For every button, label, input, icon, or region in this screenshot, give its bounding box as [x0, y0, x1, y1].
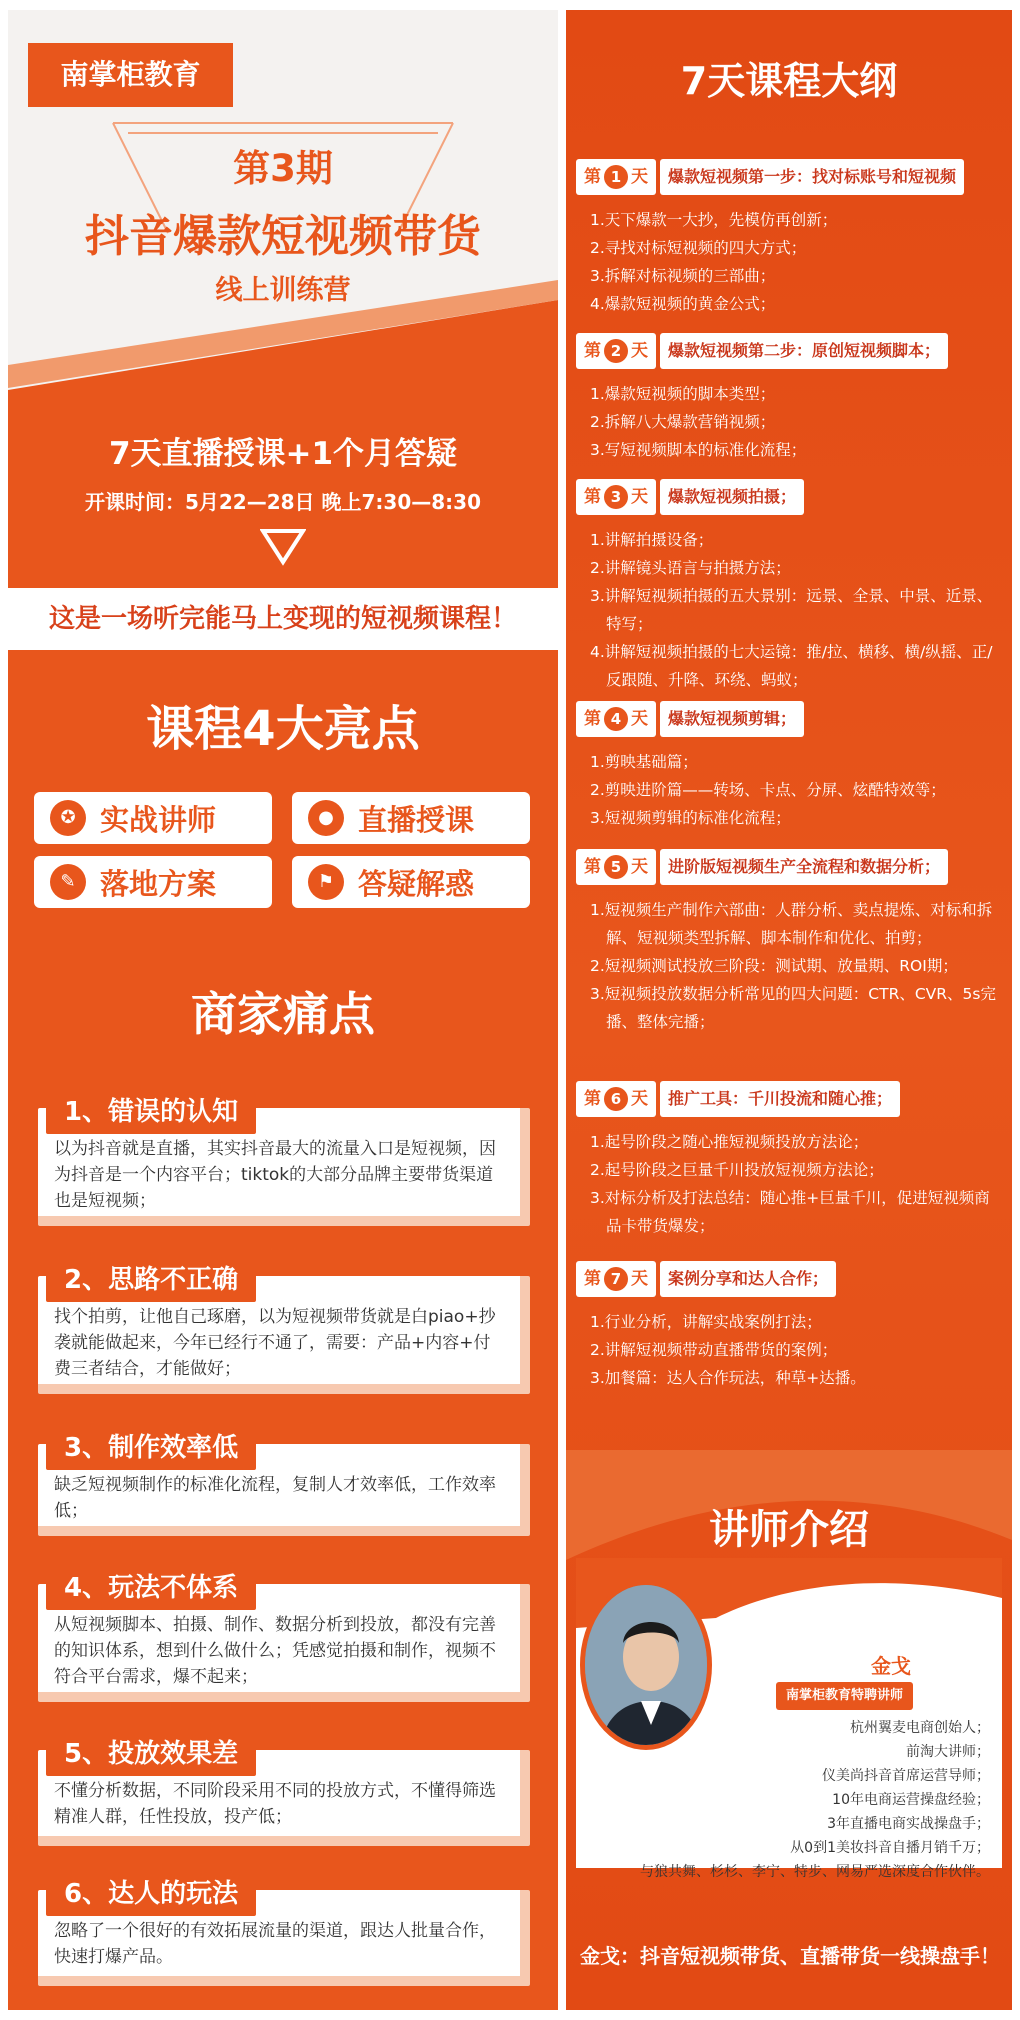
outline-item: 1.起号阶段之随心推短视频投放方法论； [590, 1133, 869, 1151]
day-number: 6 [604, 1087, 628, 1111]
pain-label: 5、投放效果差 [46, 1732, 256, 1776]
outline-item: 1.天下爆款一大抄，先模仿再创新； [590, 211, 838, 229]
day-badge [576, 1081, 656, 1117]
day-number: 2 [604, 339, 628, 363]
day-prefix: 第 [584, 1269, 601, 1289]
day-items [590, 526, 1000, 694]
outline-item: 2.讲解镜头语言与拍摄方法； [590, 559, 791, 577]
day-topic: 进阶版短视频生产全流程和数据分析； [660, 849, 948, 885]
flag-icon: ⚑ [308, 864, 344, 900]
outline-item: 2.讲解短视频带动直播带货的案例； [590, 1341, 838, 1359]
day-suffix: 天 [631, 341, 648, 361]
day-items [590, 896, 1000, 1036]
outline-item: 1.讲解拍摄设备； [590, 531, 714, 549]
bio-line: 杭州翼麦电商创始人； [850, 1720, 990, 1736]
day-topic: 爆款短视频第一步：找对标账号和短视频 [660, 159, 964, 195]
pain-label: 4、玩法不体系 [46, 1566, 256, 1610]
highlight-live [292, 792, 530, 844]
highlight-label: 落地方案 [100, 866, 217, 901]
highlight-label: 实战讲师 [100, 802, 217, 837]
bio-line: 3年直播电商实战操盘手； [827, 1816, 990, 1832]
outline-item: 2.寻找对标短视频的四大方式； [590, 239, 807, 257]
outline-item: 3.短视频投放数据分析常见的四大问题：CTR、CVR、5s完播、整体完播； [590, 985, 996, 1031]
bio-line: 前淘大讲师； [906, 1744, 990, 1760]
day-number: 1 [604, 165, 628, 189]
day-suffix: 天 [631, 1269, 648, 1289]
outline-item: 2.起号阶段之巨量千川投放短视频方法论； [590, 1161, 884, 1179]
day-header [576, 700, 804, 738]
day-suffix: 天 [631, 857, 648, 877]
day-header [576, 1080, 900, 1118]
term-label: 第3期 [233, 147, 333, 190]
outline-item: 3.加餐篇：达人合作玩法，种草+达播。 [590, 1369, 866, 1387]
pain-text: 从短视频脚本、拍摄、制作、数据分析到投放，都没有完善的知识体系，想到什么做什么；凭感觉拍摄和制作，视频不符合平台需求，爆不起来； [54, 1615, 496, 1687]
day-header [576, 478, 804, 516]
pain-text: 缺乏短视频制作的标准化流程，复制人才效率低，工作效率低； [54, 1475, 496, 1521]
outline-item: 4.讲解短视频拍摄的七大运镜：推/拉、横移、横/纵摇、正/反跟随、升降、环绕、蚂蚁； [590, 643, 993, 689]
left-panel [8, 10, 558, 2010]
day-number: 7 [604, 1267, 628, 1291]
day-prefix: 第 [584, 709, 601, 729]
day-number: 5 [604, 855, 628, 879]
outline-item: 3.写短视频脚本的标准化流程； [590, 441, 807, 459]
person-icon: ● [308, 800, 344, 836]
day-suffix: 天 [631, 709, 648, 729]
outline-item: 3.拆解对标视频的三部曲； [590, 267, 776, 285]
course-title: 抖音爆款短视频带货 [85, 211, 481, 262]
document-icon: ✎ [50, 864, 86, 900]
pain-text: 以为抖音就是直播，其实抖音最大的流量入口是短视频，因为抖音是一个内容平台；tiktok的大部分品牌主要带货渠道也是短视频； [54, 1139, 496, 1211]
outline-item: 1.爆款短视频的脚本类型； [590, 385, 776, 403]
highlight-label: 答疑解惑 [358, 866, 475, 901]
teacher-title: 讲师介绍 [709, 1507, 869, 1553]
outline-title: 7天课程大纲 [680, 59, 898, 103]
schedule-time: 开课时间：5月22—28日 晚上7:30—8:30 [84, 490, 482, 514]
highlight-qa [292, 856, 530, 908]
day-topic: 推广工具：千川投流和随心推； [660, 1081, 900, 1117]
teacher-name: 金戈 [871, 1654, 911, 1678]
pains-title: 商家痛点 [191, 987, 375, 1041]
day-prefix: 第 [584, 857, 601, 877]
day-suffix: 天 [631, 167, 648, 187]
day-topic: 爆款短视频拍摄； [660, 479, 804, 515]
bio-line: 10年电商运营操盘经验； [832, 1792, 990, 1808]
outline-item: 3.短视频剪辑的标准化流程； [590, 809, 791, 827]
day-number: 3 [604, 485, 628, 509]
day-prefix: 第 [584, 167, 601, 187]
day-items [590, 380, 1000, 464]
outline-item: 2.拆解八大爆款营销视频； [590, 413, 776, 431]
highlight-label: 直播授课 [358, 802, 475, 837]
outline-item: 1.剪映基础篇； [590, 753, 698, 771]
highlight-plan [34, 856, 272, 908]
day-badge [576, 701, 656, 737]
course-subtitle: 线上训练营 [215, 275, 351, 306]
pain-text: 找个拍剪，让他自己琢磨，以为短视频带货就是白piao+抄袭就能做起来，今年已经行不通了，需要：产品+内容+付费三者结合，才能做好； [54, 1307, 496, 1379]
day-header [576, 158, 964, 196]
day-topic: 爆款短视频剪辑； [660, 701, 804, 737]
day-badge [576, 849, 656, 885]
highlights-title: 课程4大亮点 [146, 701, 420, 757]
pain-label: 6、达人的玩法 [46, 1872, 256, 1916]
day-items [590, 748, 1000, 832]
teacher-badge: 南掌柜教育特聘讲师 [776, 1682, 913, 1710]
right-panel [566, 10, 1012, 2010]
day-items [590, 206, 1000, 318]
slogan-banner: 这是一场听完能马上变现的短视频课程！ [8, 588, 558, 650]
day-badge [576, 159, 656, 195]
day-suffix: 天 [631, 487, 648, 507]
live-info: 7天直播授课+1个月答疑 [108, 436, 458, 472]
outline-item: 4.爆款短视频的黄金公式； [590, 295, 776, 313]
outline-item: 1.短视频生产制作六部曲：人群分析、卖点提炼、对标和拆解、短视频类型拆解、脚本制作和优化、拍剪； [590, 901, 993, 947]
pain-label: 3、制作效率低 [46, 1426, 256, 1470]
highlight-instructor [34, 792, 272, 844]
day-badge [576, 333, 656, 369]
day-topic: 爆款短视频第二步：原创短视频脚本； [660, 333, 948, 369]
day-prefix: 第 [584, 1089, 601, 1109]
pain-text: 忽略了一个很好的有效拓展流量的渠道，跟达人批量合作，快速打爆产品。 [54, 1921, 496, 1967]
outline-item: 3.讲解短视频拍摄的五大景别：远景、全景、中景、近景、特写； [590, 587, 993, 633]
day-header [576, 1260, 836, 1298]
bio-line: 从0到1美妆抖音自播月销千万； [790, 1840, 990, 1856]
outline-item: 2.短视频测试投放三阶段：测试期、放量期、ROI期； [590, 957, 958, 975]
day-header [576, 332, 948, 370]
day-badge [576, 479, 656, 515]
teacher-tagline: 金戈：抖音短视频带货、直播带货一线操盘手！ [580, 1944, 1000, 1968]
day-topic: 案例分享和达人合作； [660, 1261, 836, 1297]
pain-label: 1、错误的认知 [46, 1090, 256, 1134]
day-header [576, 848, 948, 886]
day-suffix: 天 [631, 1089, 648, 1109]
down-triangle-icon [260, 528, 306, 566]
day-items [590, 1308, 1000, 1392]
day-items [590, 1128, 1000, 1240]
bio-line: 仪美尚抖音首席运营导师； [822, 1768, 990, 1784]
day-prefix: 第 [584, 487, 601, 507]
day-prefix: 第 [584, 341, 601, 361]
pain-label: 2、思路不正确 [46, 1258, 256, 1302]
outline-item: 3.对标分析及打法总结：随心推+巨量千川，促进短视频商品卡带货爆发； [590, 1189, 990, 1235]
pain-text: 不懂分析数据，不同阶段采用不同的投放方式，不懂得筛选精准人群，任性投放，投产低； [54, 1781, 496, 1827]
day-number: 4 [604, 707, 628, 731]
medal-icon: ✪ [50, 800, 86, 836]
outline-item: 2.剪映进阶篇——转场、卡点、分屏、炫酷特效等； [590, 781, 946, 799]
outline-item: 1.行业分析，讲解实战案例打法； [590, 1313, 822, 1331]
day-badge [576, 1261, 656, 1297]
brand-badge: 南掌柜教育 [28, 43, 233, 107]
teacher-bio [586, 1716, 990, 1884]
bio-line: 与狼共舞、杉杉、李宁、特步、网易严选深度合作伙伴。 [640, 1864, 990, 1880]
